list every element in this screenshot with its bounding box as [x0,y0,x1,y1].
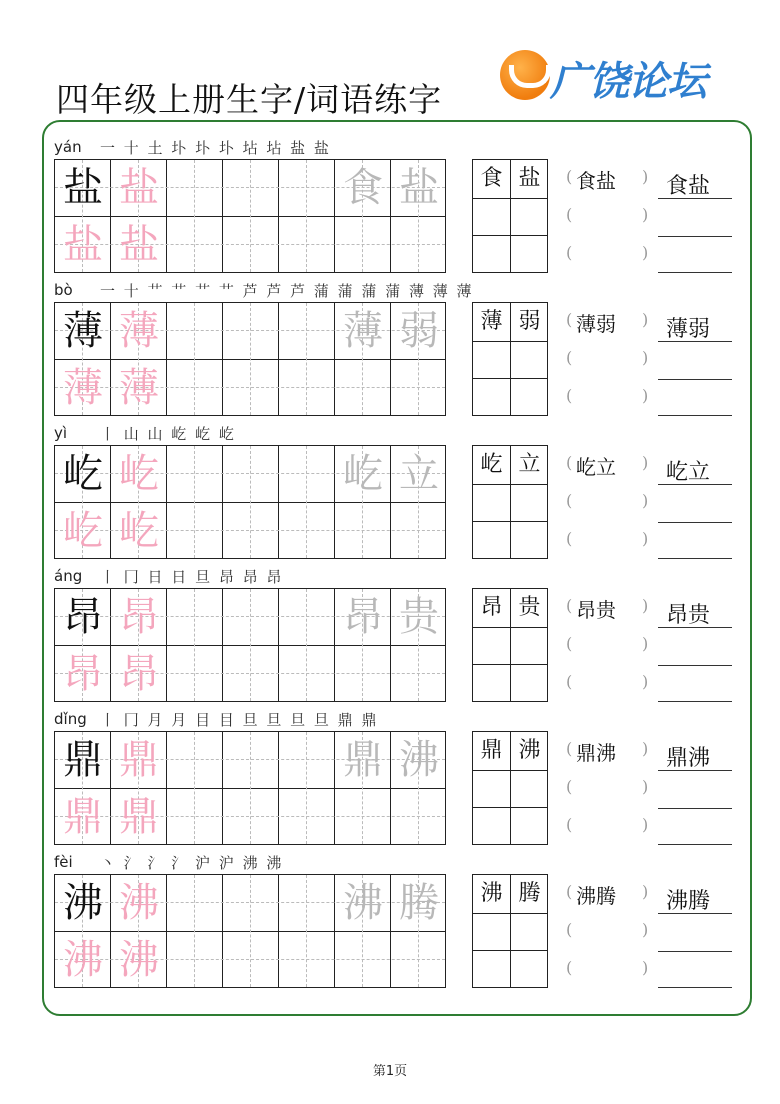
trace-character: 薄 [63,365,103,411]
model-character: 盐 [63,165,103,211]
trace-word-character: 沸 [399,737,439,783]
word-grid [472,731,548,845]
practice-block: fèi 丶 氵 氵 氵 沪 沪 沸 沸 沸 沸 沸 沸 沸 腾 沸 腾 ( 沸腾 ) ( ) ( ) 沸腾 [54,853,754,993]
paren-word: 鼎沸 [576,741,616,765]
model-character: 屹 [63,451,103,497]
pinyin-label: yán [54,138,82,156]
word-character: 薄 [480,309,503,334]
writing-grid [54,874,446,988]
writing-grid [54,731,446,845]
pinyin-label: áng [54,567,83,585]
practice-block: yì 丨 山 山 屹 屹 屹 屹 屹 屹 屹 屹 立 屹 立 ( 屹立 ) ( ) ( ) 屹立 [54,424,754,564]
trace-word-character: 立 [399,451,439,497]
word-character: 食 [480,166,503,191]
word-grid [472,445,548,559]
trace-character: 昂 [119,651,159,697]
word-character: 屹 [480,452,503,477]
trace-character: 屹 [63,508,103,554]
trace-word-character: 薄 [343,308,383,354]
answer-word: 薄弱 [666,317,711,342]
practice-block: áng 丨 冂 日 日 旦 昂 昂 昂 昂 昂 昂 昂 昂 贵 昂 贵 ( 昂贵 ) ( ) ( ) 昂贵 [54,567,754,707]
paren-word: 薄弱 [576,312,616,336]
smiley-logo-icon [500,50,550,100]
writing-grid [54,445,446,559]
model-character: 鼎 [63,737,103,783]
trace-character: 鼎 [119,737,159,783]
site-logo [500,48,740,104]
stroke-order: 丨 山 山 屹 屹 屹 [100,425,236,443]
trace-character: 盐 [119,165,159,211]
word-character: 盐 [518,166,541,191]
trace-character: 屹 [119,508,159,554]
practice-block: dǐng 丨 冂 月 月 目 目 旦 旦 旦 旦 鼎 鼎 鼎 鼎 鼎 鼎 鼎 沸 鼎 沸 ( 鼎沸 ) ( ) ( ) 鼎沸 [54,710,754,850]
stroke-order: 丨 冂 日 日 旦 昂 昂 昂 [100,568,284,586]
word-character: 鼎 [480,738,503,763]
trace-word-character: 沸 [343,880,383,926]
paren-word: 食盐 [576,169,616,193]
trace-character: 沸 [63,937,103,983]
trace-word-character: 昂 [343,594,383,640]
trace-character: 沸 [119,880,159,926]
writing-grid [54,588,446,702]
trace-word-character: 贵 [399,594,439,640]
word-grid [472,302,548,416]
trace-character: 鼎 [119,794,159,840]
answer-lines [658,454,732,564]
writing-grid [54,159,446,273]
answer-lines [658,168,732,278]
trace-character: 昂 [119,594,159,640]
trace-character: 盐 [63,222,103,268]
paren-word: 昂贵 [576,598,616,622]
pinyin-label: dǐng [54,710,87,728]
answer-word: 昂贵 [666,603,711,628]
trace-word-character: 盐 [399,165,439,211]
pinyin-label: yì [54,424,68,442]
writing-grid [54,302,446,416]
word-character: 腾 [518,881,541,906]
page-number: 第1页 [372,1064,408,1079]
answer-word: 沸腾 [666,889,711,914]
trace-character: 鼎 [63,794,103,840]
answer-word: 屹立 [666,460,711,485]
word-character: 沸 [518,738,541,763]
trace-character: 屹 [119,451,159,497]
model-character: 薄 [63,308,103,354]
trace-character: 盐 [119,222,159,268]
pinyin-label: bò [54,281,73,299]
trace-character: 薄 [119,365,159,411]
pinyin-label: fèi [54,853,73,871]
word-grid [472,159,548,273]
answer-lines [658,311,732,421]
word-character: 弱 [518,309,541,334]
trace-word-character: 鼎 [343,737,383,783]
word-character: 贵 [518,595,541,620]
stroke-order: 一 十 土 圤 圤 圤 坫 坫 盐 盐 [100,139,331,157]
answer-lines [658,883,732,993]
trace-word-character: 弱 [399,308,439,354]
trace-word-character: 屹 [343,451,383,497]
paren-word: 屹立 [576,455,616,479]
answer-word: 食盐 [666,174,711,199]
practice-block: bò 一 十 艹 艹 艹 艹 芦 芦 芦 蒲 蒲 蒲 蒲 薄 薄 薄 薄 薄 薄 薄 薄 弱 薄 弱 ( 薄弱 ) ( ) ( ) 薄弱 [54,281,754,421]
stroke-order: 丨 冂 月 月 目 目 旦 旦 旦 旦 鼎 鼎 [100,711,379,729]
answer-lines [658,597,732,707]
trace-word-character: 食 [343,165,383,211]
word-character: 沸 [480,881,503,906]
model-character: 沸 [63,880,103,926]
word-character: 立 [518,452,541,477]
word-grid [472,588,548,702]
trace-character: 昂 [63,651,103,697]
model-character: 昂 [63,594,103,640]
word-grid [472,874,548,988]
word-character: 昂 [480,595,503,620]
logo-text: 广饶论坛 [550,59,706,105]
stroke-order: 一 十 艹 艹 艹 艹 芦 芦 芦 蒲 蒲 蒲 蒲 薄 薄 薄 [100,282,474,300]
trace-character: 沸 [119,937,159,983]
paren-word: 沸腾 [576,884,616,908]
practice-block: yán 一 十 土 圤 圤 圤 坫 坫 盐 盐 盐 盐 盐 盐 食 盐 食 盐 ( 食盐 ) ( ) ( ) 食盐 [54,138,754,278]
page-title: 四年级上册生字/词语练字 [56,80,443,119]
answer-word: 鼎沸 [666,746,711,771]
trace-character: 薄 [119,308,159,354]
trace-word-character: 腾 [399,880,439,926]
answer-lines [658,740,732,850]
stroke-order: 丶 氵 氵 氵 沪 沪 沸 沸 [100,854,284,872]
